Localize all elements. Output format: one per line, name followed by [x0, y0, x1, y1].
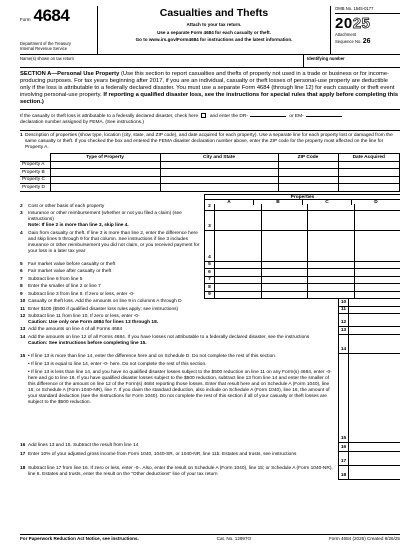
em-number-input[interactable]	[306, 116, 342, 117]
pra-notice: For Paperwork Reduction Act Notice, see instructions.	[20, 536, 139, 541]
disaster-em-label: or EM-	[289, 114, 304, 120]
column-d: D	[374, 199, 378, 205]
form-number: 4684	[33, 6, 70, 25]
line-16: 16 Add lines 13 and 15. Subtract the result from line 14 16	[20, 443, 400, 452]
form-header	[20, 6, 400, 55]
tax-year	[335, 15, 400, 33]
title-block	[98, 6, 330, 54]
year-block	[330, 6, 400, 54]
attach-instruction: Attach to your tax return.	[186, 21, 242, 27]
irs-label: Internal Revenue Service	[20, 46, 68, 52]
line-1	[20, 131, 400, 154]
disaster-checkbox[interactable]	[201, 113, 206, 118]
omb-number: OMB No. 1545-0177	[335, 6, 400, 14]
col-type: Type of Property	[50, 154, 160, 162]
properties-grid-head	[20, 194, 400, 204]
dr-number-input[interactable]	[250, 116, 286, 117]
sequence-label: Sequence No.	[335, 38, 362, 44]
properties-title: Properties	[205, 195, 400, 200]
line-12-caution: Caution: Use only one Form 4684 for lines 13 through 18.	[28, 320, 159, 326]
line-3-note: Note: If line 2 is more than line 3, skip line 4.	[28, 222, 129, 228]
line-15-option-2: • If line 13 is equal to line 14, enter -0- here. Do not complete the rest of this section.	[28, 361, 207, 367]
disaster-declaration-text: declaration number assigned by FEMA. (See instructions.)	[20, 120, 144, 126]
name-field[interactable]	[20, 55, 304, 67]
section-a-text: (Use this section to report casualties and thefts of property not used in a trade or business or for income-producing purposes. For tax years beginning after 2017, if you are an individual, casualty or theft losses of personal-use property are deductible only if the loss is attributable to a federally declared disaster. You must use a separate Form 4684 (through line 12) for each casualty or theft event involving personal-use property.	[20, 71, 395, 99]
line-4: 4 Gain from casualty or theft. If line 3 is more than line 2, enter the difference here and skip lines 5 through 9 for that column. See instructions if line 3 includes insurance or other reimbursement you did not claim, or you received payment for your loss in a later tax year 4	[20, 231, 400, 262]
line-18: 18 Subtract line 17 from line 16. If zero or less, enter -0-. Also, enter the result on Schedule A (Form 1040), line 15; or Schedule A (Form 1040-NR), line 6. Estates and trusts, enter the result on the "Other deductions" line of your tax return 18	[20, 466, 400, 480]
section-a-title: SECTION A—Personal Use Property	[20, 71, 120, 77]
form-id-block	[20, 6, 98, 54]
line-12: 12 Subtract line 11 from line 10. If zero or less, enter -0- Caution: Use only one Form 4684 for lines 13 through 18. 12	[20, 314, 400, 327]
col-city: City and State	[160, 154, 278, 162]
col-zip: ZIP Code	[278, 154, 338, 162]
section-a-intro	[20, 68, 400, 110]
section-a-bold-text: If reporting a qualified disaster loss, see the instructions for special rules that apply before completing this section.)	[20, 92, 399, 106]
disaster-row	[20, 110, 400, 130]
line-15-option-1: • If line 13 is more than line 14, enter the difference here and on Schedule D. Do not complete the rest of this section.	[28, 353, 277, 359]
department-label: Department of the Treasury	[20, 41, 71, 47]
goto-instruction: Go to www.irs.gov/Form4684 for instructions and the latest information.	[135, 36, 293, 42]
line-7: 7 Subtract line 6 from line 5 7	[20, 277, 400, 285]
property-c-label: Property C	[20, 176, 50, 184]
line-13: 13 Add the amounts on line 4 of all Forms 4684 13	[20, 327, 400, 335]
property-b-label: Property B	[20, 169, 50, 177]
line-1-text: Description of properties (show type, location (city, state, and ZIP code), and date acquired for each property). Use a separate line for each property lost or damaged from the same casualty or theft. If you checked the box and entered the FEMA disaster declaration number above, enter the ZIP code for the property most affected on the line for Property A.	[24, 132, 393, 151]
disaster-dr-label: and enter the DR-	[209, 114, 248, 120]
property-d-label: Property D	[20, 184, 50, 192]
disaster-text: If the casualty or theft loss is attributable to a federally declared disaster, check here	[20, 114, 199, 120]
line-6: 6 Fair market value after casualty or theft 6	[20, 269, 400, 277]
sequence-number: 26	[362, 37, 371, 45]
line-11: 11 Enter $100 ($500 if qualified disaster loss rules apply; see instructions) 11	[20, 307, 400, 315]
line-number: 1	[20, 132, 23, 138]
line-2: 2 Cost or other basis of each property 2	[20, 204, 400, 211]
property-a-label: Property A	[20, 161, 50, 169]
year-prefix: 20	[335, 15, 353, 33]
column-b: B	[254, 200, 303, 205]
line-9: 9 Subtract line 3 from line 8. If zero or less, enter -0- 9	[20, 292, 400, 300]
id-field[interactable]	[304, 55, 400, 67]
name-row	[20, 55, 400, 68]
form-word: Form	[20, 17, 31, 22]
line-14-caution: Caution: See instructions before completing line 15.	[28, 340, 147, 346]
line-14: 14 Add the amounts on line 12 of all Forms 4684. If you have losses not attributable to a federally declared disaster, see the instructions Caution: See instructions before completing line 15. 14	[20, 335, 400, 354]
form-footer	[20, 534, 400, 542]
form-title: Casualties and Thefts	[159, 7, 269, 19]
line-5: 5 Fair market value before casualty or theft 5	[20, 262, 400, 270]
property-table	[20, 153, 400, 192]
line-8: 8 Enter the smaller of line 2 or line 7 8	[20, 284, 400, 292]
column-c: C	[303, 200, 352, 205]
col-date: Date Acquired	[338, 154, 400, 162]
year-suffix: 25	[352, 15, 371, 33]
line-10: 10 Casualty or theft loss. Add the amounts on line 9 in columns A through D 10	[20, 299, 400, 307]
separate-instruction: Use a separate Form 4684 for each casualty or theft.	[157, 30, 271, 36]
name-label: Name(s) shown on tax return	[20, 56, 74, 61]
cat-number: Cat. No. 12997O	[216, 536, 252, 541]
line-15-option-3: • If line 13 is less than line 14, and you have no qualified disaster losses subject to the $500 reduction on line 11 on any Form(s) 4684, enter -0- here and go to line 16. If you have qualified disaster losses subject to the $500 reduction, subtract line 13 from line 14 and enter the smaller of this difference or the amount on line 12 of the Form(s) 4684 reporting those losses. Enter that result here and on Schedule A (Form 1040), line 16; or Schedule A (Form 1040-NR), line 7. If you claim the standard deduction, also include on Schedule A (Form 1040), line 16, the amount of your standard deduction (see the Instructions for Form 1040). Do not complete the rest of this section if all of your casualty or theft losses are subject to the $500 reduction.	[28, 369, 332, 405]
id-label: Identifying number	[307, 56, 345, 61]
line-17: 17 Enter 10% of your adjusted gross income from Form 1040, 1040-SR, or 1040-NR, line 11b. Estates and trusts, see instructions 17	[20, 452, 400, 466]
line-3: 3 Insurance or other reimbursement (whether or not you filed a claim) (see instructions) Note: If line 2 is more than line 3, skip line 4. 3	[20, 211, 400, 231]
footer-form-id: Form 4684 (2025) Created 8/26/25	[328, 536, 400, 541]
attachment-label: Attachment	[335, 32, 357, 38]
column-a: A	[205, 200, 254, 205]
line-15: 15 • If line 13 is more than line 14, enter the difference here and on Schedule D. Do not complete the rest of this section. • If line 13 is equal to line 14, enter -0- here. Do not complete the rest of this section. • If line 13 is less than line 14, and you have no qualified disaster losses subject to the $500 reduction on line 11 on any Form(s) 4684, enter -0- here and go to line 16. If you have qualified disaster losses subject to the $500 reduction, subtract line 13 from line 14 and enter the smaller of this difference or the amount on line 12 of the Form(s) 4684 reporting those losses. Enter that result here and on Schedule A (Form 1040), line 16; or Schedule A (Form 1040-NR), line 7. If you claim the standard deduction, also include on Schedule A (Form 1040), line 16, the amount of your standard deduction (see the Instructions for Form 1040). Do not complete the rest of this section if all of your casualty or theft losses are subject to the $500 reduction. 15	[20, 354, 400, 443]
